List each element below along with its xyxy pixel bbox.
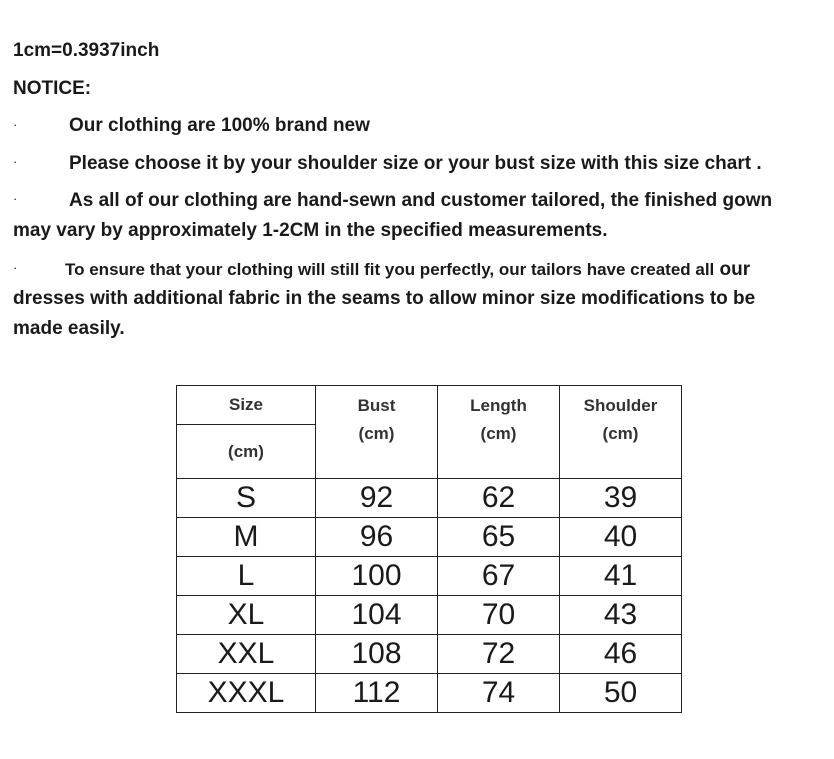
cell-shoulder: 41 [560, 557, 682, 596]
header-shoulder-unit: (cm) [602, 424, 639, 443]
header-size-unit: (cm) [177, 425, 316, 479]
cell-shoulder: 39 [560, 479, 682, 518]
cell-bust: 92 [316, 479, 438, 518]
cell-shoulder: 46 [560, 635, 682, 674]
cell-size: L [177, 557, 316, 596]
cell-length: 67 [438, 557, 560, 596]
cell-size: XXXL [177, 674, 316, 713]
header-size: Size [177, 386, 316, 425]
notice-choose-size: Please choose it by your shoulder size or your bust size with this size chart . [69, 153, 762, 174]
cell-length: 65 [438, 518, 560, 557]
cell-bust: 108 [316, 635, 438, 674]
table-row [177, 479, 682, 518]
header-bust-name: Bust [357, 396, 396, 415]
notice-fit-line1 [65, 259, 750, 281]
size-chart-table [176, 385, 682, 713]
notice-brand-new: Our clothing are 100% brand new [69, 115, 370, 136]
header-shoulder-name: Shoulder [583, 396, 658, 415]
cell-shoulder: 40 [560, 518, 682, 557]
bullet-2: · [13, 154, 18, 169]
cell-length: 62 [438, 479, 560, 518]
notice-fit-line1-end: our [714, 259, 751, 280]
table-row [177, 596, 682, 635]
cell-bust: 96 [316, 518, 438, 557]
bullet-4: · [13, 260, 18, 275]
table-row [177, 518, 682, 557]
cell-length: 70 [438, 596, 560, 635]
cell-shoulder: 43 [560, 596, 682, 635]
cell-length: 74 [438, 674, 560, 713]
cell-shoulder: 50 [560, 674, 682, 713]
table-row [177, 557, 682, 596]
bullet-1: · [13, 117, 18, 132]
header-length-unit: (cm) [480, 424, 517, 443]
cell-size: S [177, 479, 316, 518]
cell-bust: 104 [316, 596, 438, 635]
notice-heading: NOTICE: [13, 78, 92, 99]
notice-fit-line3: made easily. [13, 318, 125, 339]
notice-fit-line1-small: To ensure that your clothing will still fit you perfectly, our tailors have created all [65, 260, 715, 279]
header-length [438, 386, 560, 479]
header-bust-unit: (cm) [358, 424, 395, 443]
table-row [177, 674, 682, 713]
table-row [177, 635, 682, 674]
cell-size: M [177, 518, 316, 557]
header-shoulder [560, 386, 682, 479]
bullet-3: · [13, 191, 18, 206]
cell-length: 72 [438, 635, 560, 674]
header-length-name: Length [470, 396, 527, 415]
cell-bust: 100 [316, 557, 438, 596]
cell-size: XXL [177, 635, 316, 674]
notice-hand-sewn-line2: may vary by approximately 1-2CM in the specified measurements. [13, 220, 608, 241]
notice-hand-sewn-line1: As all of our clothing are hand-sewn and customer tailored, the finished gown [69, 190, 773, 211]
conversion-note: 1cm=0.3937inch [13, 40, 160, 61]
notice-fit-line2: dresses with additional fabric in the seams to allow minor size modifications to be [13, 288, 756, 309]
cell-bust: 112 [316, 674, 438, 713]
cell-size: XL [177, 596, 316, 635]
header-bust [316, 386, 438, 479]
